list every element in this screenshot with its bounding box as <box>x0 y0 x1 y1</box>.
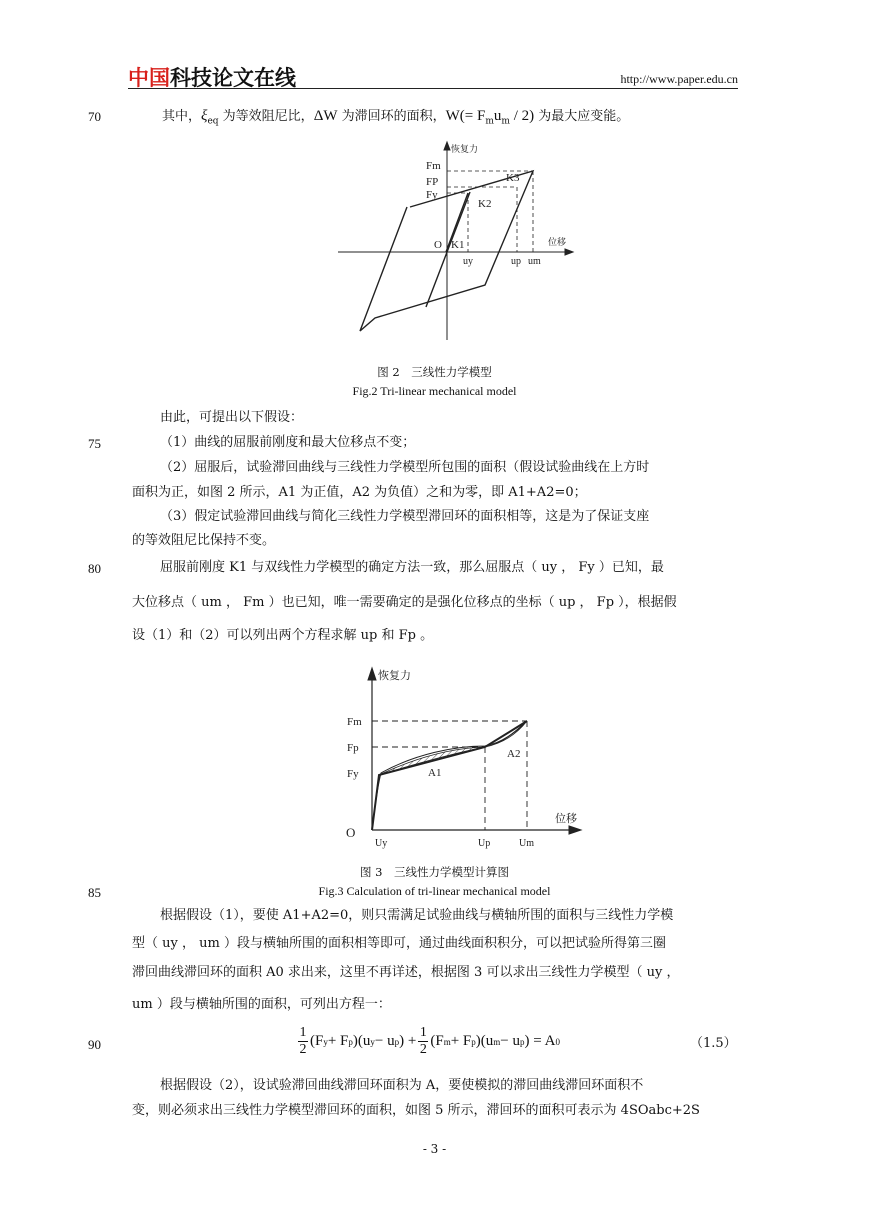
paragraph-70 <box>162 106 629 132</box>
line-number-70: 70 <box>88 109 101 124</box>
eq-s8: p <box>520 1036 525 1047</box>
eq-s2: p <box>348 1036 353 1047</box>
eq-s5: m <box>443 1036 451 1047</box>
figure-2-diagram <box>300 135 590 345</box>
fig2-uy-label: uy <box>463 256 473 267</box>
fig3-trilinear-curve <box>372 721 527 830</box>
eq-t7: + F <box>450 1033 472 1049</box>
eq-frac2-den: 2 <box>419 1042 427 1057</box>
line-number-80: 80 <box>88 561 101 576</box>
eq-s3: y <box>370 1036 375 1047</box>
fig2-k3-label: K3 <box>506 172 520 184</box>
equation-1-5 <box>298 1025 560 1058</box>
p80-line1: 屈服前刚度 K1 与双线性力学模型的确定方法一致，那么屈服点（ uy ， Fy ）已知，最 <box>160 560 664 575</box>
eq-s1: y <box>323 1036 328 1047</box>
p70-w-end: / 2) <box>509 108 535 124</box>
p70-xi-sub: eq <box>207 116 219 127</box>
line-number-75: 75 <box>88 436 101 451</box>
p70-w-sub1: m <box>485 116 494 127</box>
p70-w-expr: W(= F <box>445 108 486 124</box>
assumption-intro: 由此，可提出以下假设： <box>160 410 304 425</box>
eq-t5: ) + <box>399 1033 417 1049</box>
fig2-ylabel: 恢复力 <box>451 144 479 154</box>
p70-w-u: u <box>493 108 502 124</box>
eq-t10: ) = A <box>524 1033 556 1049</box>
p70-prefix: 其中， <box>162 109 202 124</box>
line-number-85: 85 <box>88 885 101 900</box>
p70-mid1: 为等效阻尼比， <box>218 109 314 124</box>
fig2-x-arrow <box>565 249 573 255</box>
fig3-x-arrow <box>569 826 581 834</box>
logo-red-text: 中国 <box>128 66 170 90</box>
equation-number: （1.5） <box>690 1036 737 1051</box>
fig3-fy-label: Fy <box>347 768 359 780</box>
header-url[interactable]: http://www.paper.edu.cn <box>620 72 738 86</box>
assumption-3-line1: （3）假定试验滞回曲线与简化三线性力学模型滞回环的面积相等，这是为了保证支座 <box>160 509 650 524</box>
assumption-3-line2: 的等效阻尼比保持不变。 <box>132 533 276 548</box>
figure-3-diagram <box>335 658 595 858</box>
fig2-k1-label: K1 <box>451 239 465 251</box>
fig3-a1-label: A1 <box>428 767 442 779</box>
fig2-fy-label: Fy <box>426 189 438 201</box>
p70-xi: ξ <box>201 108 208 124</box>
fig3-fm-label: Fm <box>347 716 362 728</box>
eq-t9: − u <box>500 1033 520 1049</box>
line-number-90: 90 <box>88 1037 101 1052</box>
eq-t8: )(u <box>475 1033 494 1049</box>
assumption-2-line2: 面积为正，如图 2 所示，A1 为正值，A2 为负值）之和为零，即 A1+A2=0； <box>132 485 587 500</box>
eq-frac2-num: 1 <box>419 1025 427 1040</box>
header-rule <box>128 88 738 89</box>
fig2-origin-label: O <box>434 239 442 251</box>
fig2-um-label: um <box>528 256 541 267</box>
fig3-ylabel: 恢复力 <box>378 670 411 682</box>
fig2-fm-label: Fm <box>426 160 441 172</box>
fig2-xlabel: 位移 <box>548 237 567 247</box>
eq-s9: 0 <box>555 1036 560 1047</box>
p85-line4: um ）段与横轴所围的面积，可列出方程一： <box>132 997 391 1012</box>
fig3-test-curve <box>372 721 527 830</box>
fig3-a2-label: A2 <box>507 748 521 760</box>
p70-dw: ΔW <box>313 108 338 124</box>
eq-fraction-1 <box>298 1025 308 1058</box>
eq-s6: p <box>471 1036 476 1047</box>
fig3-caption-en: Fig.3 Calculation of tri-linear mechanical model <box>318 884 551 898</box>
eq-fraction-2 <box>418 1025 428 1058</box>
fig2-caption-en: Fig.2 Tri-linear mechanical model <box>352 384 517 398</box>
p70-w-sub2: m <box>501 116 510 127</box>
eq-t2: + F <box>327 1033 349 1049</box>
fig2-up-label: up <box>511 256 521 267</box>
fig2-caption-cn: 图 2 三线性力学模型 <box>377 365 492 379</box>
fig3-xlabel: 位移 <box>555 813 577 825</box>
p70-tail: 为最大应变能。 <box>534 109 630 124</box>
p70-mid2: 为滞回环的面积， <box>337 109 446 124</box>
page-number: - 3 - <box>422 1142 447 1156</box>
p85-line3: 滞回曲线滞回环的面积 A0 求出来，这里不再详述，根据图 3 可以求出三线性力学模型（ uy ， <box>132 965 680 980</box>
assumption-2-line1: （2）屈服后，试验滞回曲线与三线性力学模型所包围的面积（假设试验曲线在上方时 <box>160 460 650 475</box>
fig2-y-arrow <box>444 142 450 150</box>
eq-t3: )(u <box>352 1033 371 1049</box>
p85-line2: 型（ uy ， um ）段与横轴所围的面积相等即可，通过曲线面积积分，可以把试验所得第三圈 <box>132 936 666 951</box>
fig3-um-label: Um <box>519 838 534 849</box>
p80-line3: 设（1）和（2）可以列出两个方程求解 up 和 Fp 。 <box>132 628 434 643</box>
fig2-fp-label: FP <box>426 176 439 188</box>
eq-s4: p <box>394 1036 400 1047</box>
p85-line1: 根据假设（1），要使 A1+A2=0，则只需满足试验曲线与横轴所围的面积与三线性力学模 <box>160 908 674 923</box>
fig3-up-label: Up <box>478 838 491 849</box>
p80-line2: 大位移点（ um ， Fm ）也已知，唯一需要确定的是强化位移点的坐标（ up ， Fp ），根据假 <box>132 595 677 610</box>
eq-t4: − u <box>374 1033 395 1049</box>
eq-frac1-num: 1 <box>299 1025 307 1040</box>
eq-t1: (F <box>310 1033 324 1049</box>
assumption-1: （1）曲线的屈服前刚度和最大位移点不变； <box>160 435 416 450</box>
eq-t6: (F <box>430 1033 444 1049</box>
p-last-line1: 根据假设（2），设试验滞回曲线滞回环面积为 A，要使模拟的滞回曲线滞回环面积不 <box>160 1078 644 1093</box>
eq-frac1-den: 2 <box>299 1042 307 1057</box>
fig3-uy-label: Uy <box>375 838 388 849</box>
fig3-caption-cn: 图 3 三线性力学模型计算图 <box>360 865 509 879</box>
fig2-k2-label: K2 <box>478 198 492 210</box>
eq-s7: m <box>493 1036 501 1047</box>
fig3-fp-label: Fp <box>347 742 359 754</box>
p-last-line2: 变，则必须求出三线性力学模型滞回环的面积，如图 5 所示，滞回环的面积可表示为 4SOabc+2S <box>132 1103 700 1118</box>
fig3-origin-label: O <box>346 825 356 840</box>
logo-black-text: 科技论文在线 <box>170 66 296 90</box>
fig3-y-arrow <box>368 668 376 680</box>
